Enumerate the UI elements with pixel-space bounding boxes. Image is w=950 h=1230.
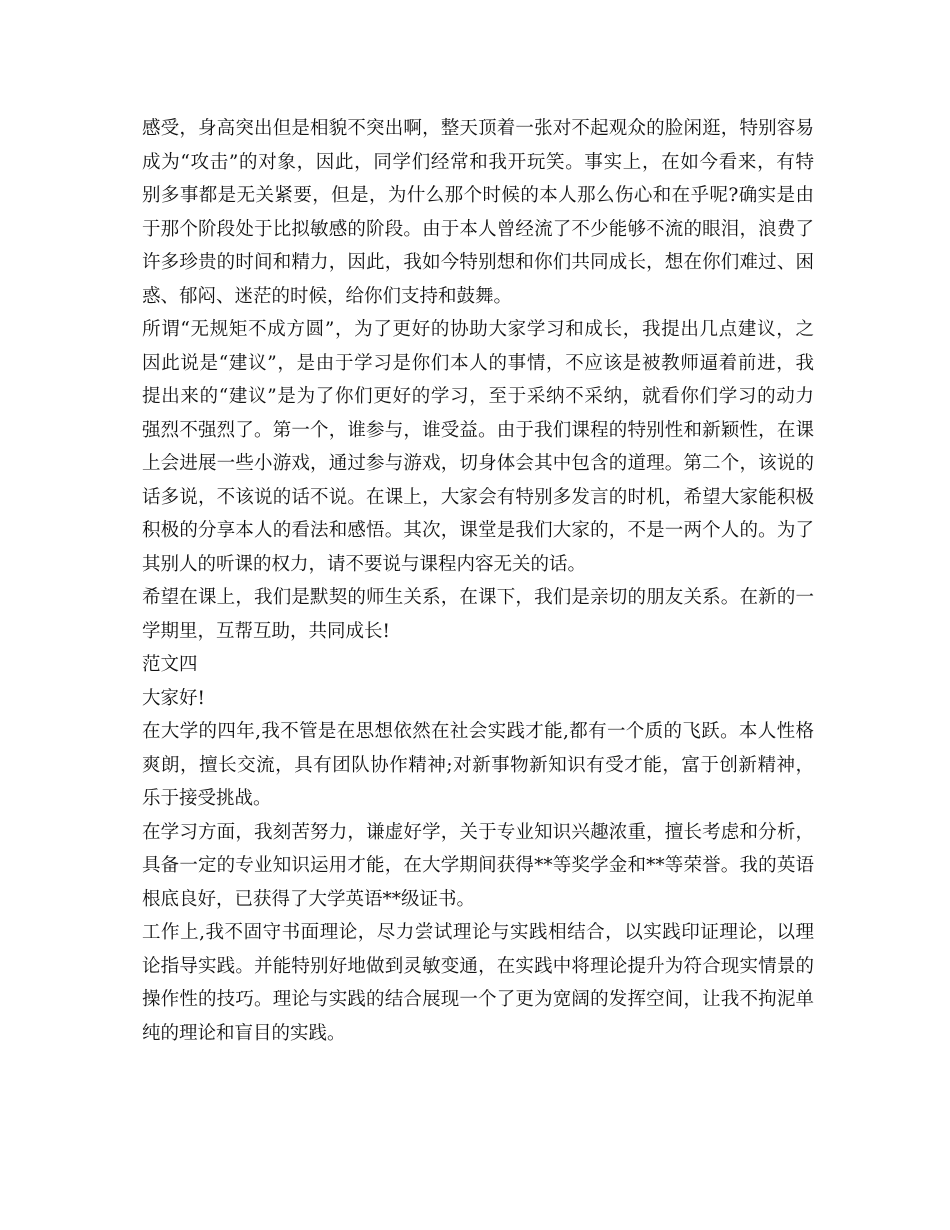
text-line: 其别人的听课的权力，请不要说与课程内容无关的话。 [142, 553, 587, 575]
text-line: 根底良好，已获得了大学英语**级证书。 [142, 888, 476, 910]
text-line: 别多事都是无关紧要，但是，为什么那个时候的本人那么伤心和在乎呢?确实是由 [142, 185, 814, 206]
text-line: 在大学的四年,我不管是在思想依然在社会实践才能,都有一个质的飞跃。本人性格 [142, 721, 814, 742]
text-line: 成为“攻击”的对象，因此，同学们经常和我开玩笑。事实上，在如今看来，有特 [142, 151, 814, 173]
text-line: 因此说是“建议”，是由于学习是你们本人的事情，不应该是被教师逼着前进，我 [142, 352, 814, 374]
text-line: 于那个阶段处于比拟敏感的阶段。由于本人曾经流了不少能够不流的眼泪，浪费了 [142, 218, 814, 240]
text-line: 许多珍贵的时间和精力，因此，我如今特别想和你们共同成长，想在你们难过、困 [142, 252, 814, 273]
text-line: 强烈不强烈了。第一个，谁参与，谁受益。由于我们课程的特别性和新颖性，在课 [142, 419, 814, 441]
text-line: 工作上,我不固守书面理论，尽力尝试理论与实践相结合，以实践印证理论，以理 [142, 922, 814, 943]
text-line: 希望在课上，我们是默契的师生关系，在课下，我们是亲切的朋友关系。在新的一 [142, 587, 814, 608]
text-line: 话多说，不该说的话不说。在课上，大家会有特别多发言的时机，希望大家能积极 [142, 486, 814, 508]
text-line: 纯的理论和盲目的实践。 [142, 1022, 346, 1044]
text-line: 感受，身高突出但是相貌不突出啊，整天顶着一张对不起观众的脸闲逛，特别容易 [142, 118, 814, 139]
text-line: 提出来的“建议”是为了你们更好的学习，至于采纳不采纳，就看你们学习的动力 [142, 386, 814, 407]
text-line: 惑、郁闷、迷茫的时候，给你们支持和鼓舞。 [142, 285, 513, 307]
greeting-line: 大家好! [142, 687, 205, 709]
text-line: 积极的分享本人的看法和感悟。其次，课堂是我们大家的，不是一两个人的。为了 [142, 520, 814, 541]
text-line: 所谓“无规矩不成方圆”，为了更好的协助大家学习和成长，我提出几点建议，之 [142, 319, 814, 340]
text-line: 具备一定的专业知识运用才能，在大学期间获得**等奖学金和**等荣誉。我的英语 [142, 855, 814, 876]
text-line: 学期里，互帮互助，共同成长! [142, 620, 390, 642]
text-line: 论指导实践。并能特别好地做到灵敏变通，在实践中将理论提升为符合现实情景的 [142, 955, 814, 977]
document-body [142, 112, 814, 1050]
section-heading: 范文四 [142, 654, 198, 675]
text-line: 在学习方面，我刻苦努力，谦虚好学，关于专业知识兴趣浓重，擅长考虑和分析， [142, 821, 814, 843]
text-line: 操作性的技巧。理论与实践的结合展现一个了更为宽阔的发挥空间，让我不拘泥单 [142, 989, 814, 1010]
text-line: 乐于接受挑战。 [142, 788, 272, 809]
text-line: 上会进展一些小游戏，通过参与游戏，切身体会其中包含的道理。第二个，该说的 [142, 453, 814, 474]
text-line: 爽朗，擅长交流，具有团队协作精神;对新事物新知识有受才能，富于创新精神， [142, 754, 814, 776]
